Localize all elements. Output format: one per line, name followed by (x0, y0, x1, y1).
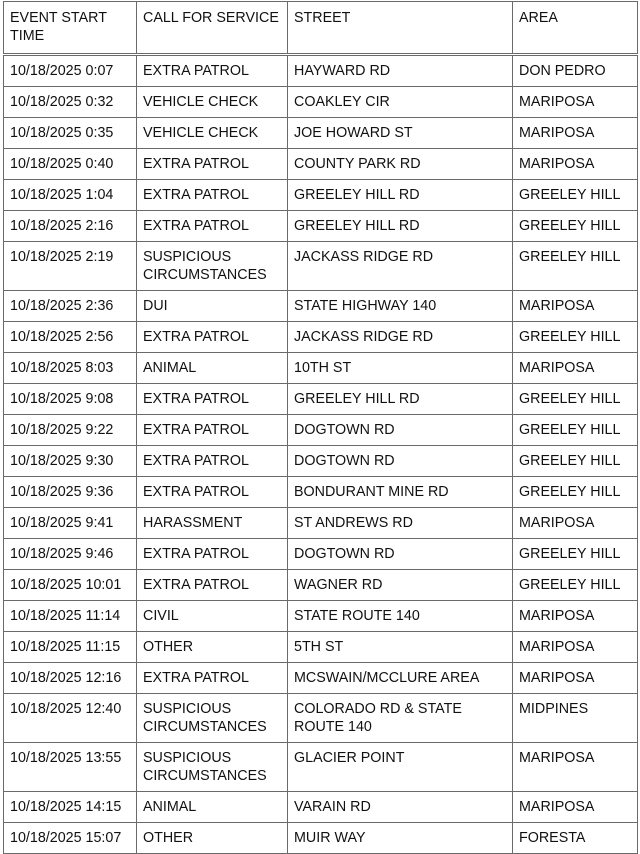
cell-area: GREELEY HILL (513, 384, 638, 415)
cell-event-start-time: 10/18/2025 2:19 (4, 242, 137, 291)
table-row (4, 384, 638, 415)
cell-event-start-time: 10/18/2025 15:07 (4, 823, 137, 854)
table-row (4, 353, 638, 384)
cell-street: COLORADO RD & STATE ROUTE 140 (288, 694, 513, 743)
table-row (4, 180, 638, 211)
cell-area: MIDPINES (513, 694, 638, 743)
cell-event-start-time: 10/18/2025 13:55 (4, 743, 137, 792)
cell-event-start-time: 10/18/2025 12:16 (4, 663, 137, 694)
cell-event-start-time: 10/18/2025 0:07 (4, 55, 137, 87)
cell-call-for-service: EXTRA PATROL (137, 415, 288, 446)
cell-street: DOGTOWN RD (288, 539, 513, 570)
cell-call-for-service: EXTRA PATROL (137, 180, 288, 211)
table-row (4, 322, 638, 353)
table-row (4, 792, 638, 823)
header-event-start-time: EVENT START TIME (4, 2, 137, 55)
cell-area: MARIPOSA (513, 149, 638, 180)
cell-call-for-service: EXTRA PATROL (137, 570, 288, 601)
cell-call-for-service: SUSPICIOUS CIRCUMSTANCES (137, 743, 288, 792)
cell-event-start-time: 10/18/2025 1:04 (4, 180, 137, 211)
cell-call-for-service: DUI (137, 291, 288, 322)
cell-event-start-time: 10/18/2025 9:22 (4, 415, 137, 446)
table-row (4, 570, 638, 601)
cell-street: HAYWARD RD (288, 55, 513, 87)
table-row (4, 55, 638, 87)
cell-area: FORESTA (513, 823, 638, 854)
cell-event-start-time: 10/18/2025 9:08 (4, 384, 137, 415)
cell-area: GREELEY HILL (513, 322, 638, 353)
cell-area: MARIPOSA (513, 601, 638, 632)
table-row (4, 743, 638, 792)
cell-area: DON PEDRO (513, 55, 638, 87)
cell-event-start-time: 10/18/2025 0:35 (4, 118, 137, 149)
cell-event-start-time: 10/18/2025 12:40 (4, 694, 137, 743)
table-row (4, 632, 638, 663)
cell-event-start-time: 10/18/2025 14:15 (4, 792, 137, 823)
cell-event-start-time: 10/18/2025 10:01 (4, 570, 137, 601)
cell-call-for-service: EXTRA PATROL (137, 55, 288, 87)
table-row (4, 694, 638, 743)
cell-street: BONDURANT MINE RD (288, 477, 513, 508)
cell-event-start-time: 10/18/2025 2:56 (4, 322, 137, 353)
cell-street: STATE ROUTE 140 (288, 601, 513, 632)
cell-area: MARIPOSA (513, 508, 638, 539)
cell-street: 5TH ST (288, 632, 513, 663)
cell-event-start-time: 10/18/2025 11:14 (4, 601, 137, 632)
cell-area: GREELEY HILL (513, 242, 638, 291)
cell-call-for-service: OTHER (137, 823, 288, 854)
cell-event-start-time: 10/18/2025 9:30 (4, 446, 137, 477)
cell-area: GREELEY HILL (513, 539, 638, 570)
cell-call-for-service: EXTRA PATROL (137, 539, 288, 570)
cell-call-for-service: EXTRA PATROL (137, 384, 288, 415)
cell-street: DOGTOWN RD (288, 446, 513, 477)
cell-street: MCSWAIN/MCCLURE AREA (288, 663, 513, 694)
cell-call-for-service: CIVIL (137, 601, 288, 632)
cell-call-for-service: OTHER (137, 632, 288, 663)
cell-street: GREELEY HILL RD (288, 211, 513, 242)
cell-street: VARAIN RD (288, 792, 513, 823)
cell-call-for-service: HARASSMENT (137, 508, 288, 539)
table-row (4, 211, 638, 242)
call-log-table (3, 1, 638, 854)
cell-area: GREELEY HILL (513, 570, 638, 601)
cell-street: JACKASS RIDGE RD (288, 242, 513, 291)
cell-area: GREELEY HILL (513, 180, 638, 211)
cell-street: GREELEY HILL RD (288, 384, 513, 415)
cell-area: MARIPOSA (513, 291, 638, 322)
table-row (4, 87, 638, 118)
cell-area: GREELEY HILL (513, 415, 638, 446)
cell-call-for-service: SUSPICIOUS CIRCUMSTANCES (137, 694, 288, 743)
cell-call-for-service: EXTRA PATROL (137, 446, 288, 477)
cell-call-for-service: SUSPICIOUS CIRCUMSTANCES (137, 242, 288, 291)
cell-event-start-time: 10/18/2025 2:36 (4, 291, 137, 322)
cell-area: GREELEY HILL (513, 477, 638, 508)
cell-street: GLACIER POINT (288, 743, 513, 792)
header-street: STREET (288, 2, 513, 55)
cell-street: COAKLEY CIR (288, 87, 513, 118)
cell-street: JACKASS RIDGE RD (288, 322, 513, 353)
table-row (4, 601, 638, 632)
cell-area: MARIPOSA (513, 353, 638, 384)
cell-street: ST ANDREWS RD (288, 508, 513, 539)
cell-street: DOGTOWN RD (288, 415, 513, 446)
cell-area: MARIPOSA (513, 743, 638, 792)
table-row (4, 149, 638, 180)
table-row (4, 118, 638, 149)
table-row (4, 539, 638, 570)
cell-event-start-time: 10/18/2025 0:40 (4, 149, 137, 180)
table-row (4, 415, 638, 446)
cell-event-start-time: 10/18/2025 9:36 (4, 477, 137, 508)
cell-street: 10TH ST (288, 353, 513, 384)
table-row (4, 508, 638, 539)
cell-call-for-service: ANIMAL (137, 792, 288, 823)
table-row (4, 663, 638, 694)
cell-event-start-time: 10/18/2025 8:03 (4, 353, 137, 384)
cell-area: GREELEY HILL (513, 446, 638, 477)
cell-call-for-service: EXTRA PATROL (137, 149, 288, 180)
cell-area: MARIPOSA (513, 632, 638, 663)
table-row (4, 823, 638, 854)
header-call-for-service: CALL FOR SERVICE (137, 2, 288, 55)
cell-event-start-time: 10/18/2025 0:32 (4, 87, 137, 118)
table-row (4, 477, 638, 508)
cell-call-for-service: EXTRA PATROL (137, 211, 288, 242)
cell-call-for-service: EXTRA PATROL (137, 663, 288, 694)
table-header (4, 2, 638, 55)
cell-event-start-time: 10/18/2025 2:16 (4, 211, 137, 242)
cell-call-for-service: ANIMAL (137, 353, 288, 384)
cell-area: MARIPOSA (513, 663, 638, 694)
table-row (4, 446, 638, 477)
cell-event-start-time: 10/18/2025 11:15 (4, 632, 137, 663)
header-row (4, 2, 638, 55)
cell-area: MARIPOSA (513, 118, 638, 149)
cell-call-for-service: VEHICLE CHECK (137, 87, 288, 118)
cell-area: MARIPOSA (513, 87, 638, 118)
cell-call-for-service: EXTRA PATROL (137, 477, 288, 508)
cell-area: MARIPOSA (513, 792, 638, 823)
header-area: AREA (513, 2, 638, 55)
cell-event-start-time: 10/18/2025 9:46 (4, 539, 137, 570)
table-row (4, 242, 638, 291)
cell-street: STATE HIGHWAY 140 (288, 291, 513, 322)
table-row (4, 291, 638, 322)
cell-street: WAGNER RD (288, 570, 513, 601)
cell-event-start-time: 10/18/2025 9:41 (4, 508, 137, 539)
cell-call-for-service: VEHICLE CHECK (137, 118, 288, 149)
cell-street: COUNTY PARK RD (288, 149, 513, 180)
cell-street: JOE HOWARD ST (288, 118, 513, 149)
cell-call-for-service: EXTRA PATROL (137, 322, 288, 353)
cell-street: MUIR WAY (288, 823, 513, 854)
cell-street: GREELEY HILL RD (288, 180, 513, 211)
table-body (4, 55, 638, 854)
cell-area: GREELEY HILL (513, 211, 638, 242)
